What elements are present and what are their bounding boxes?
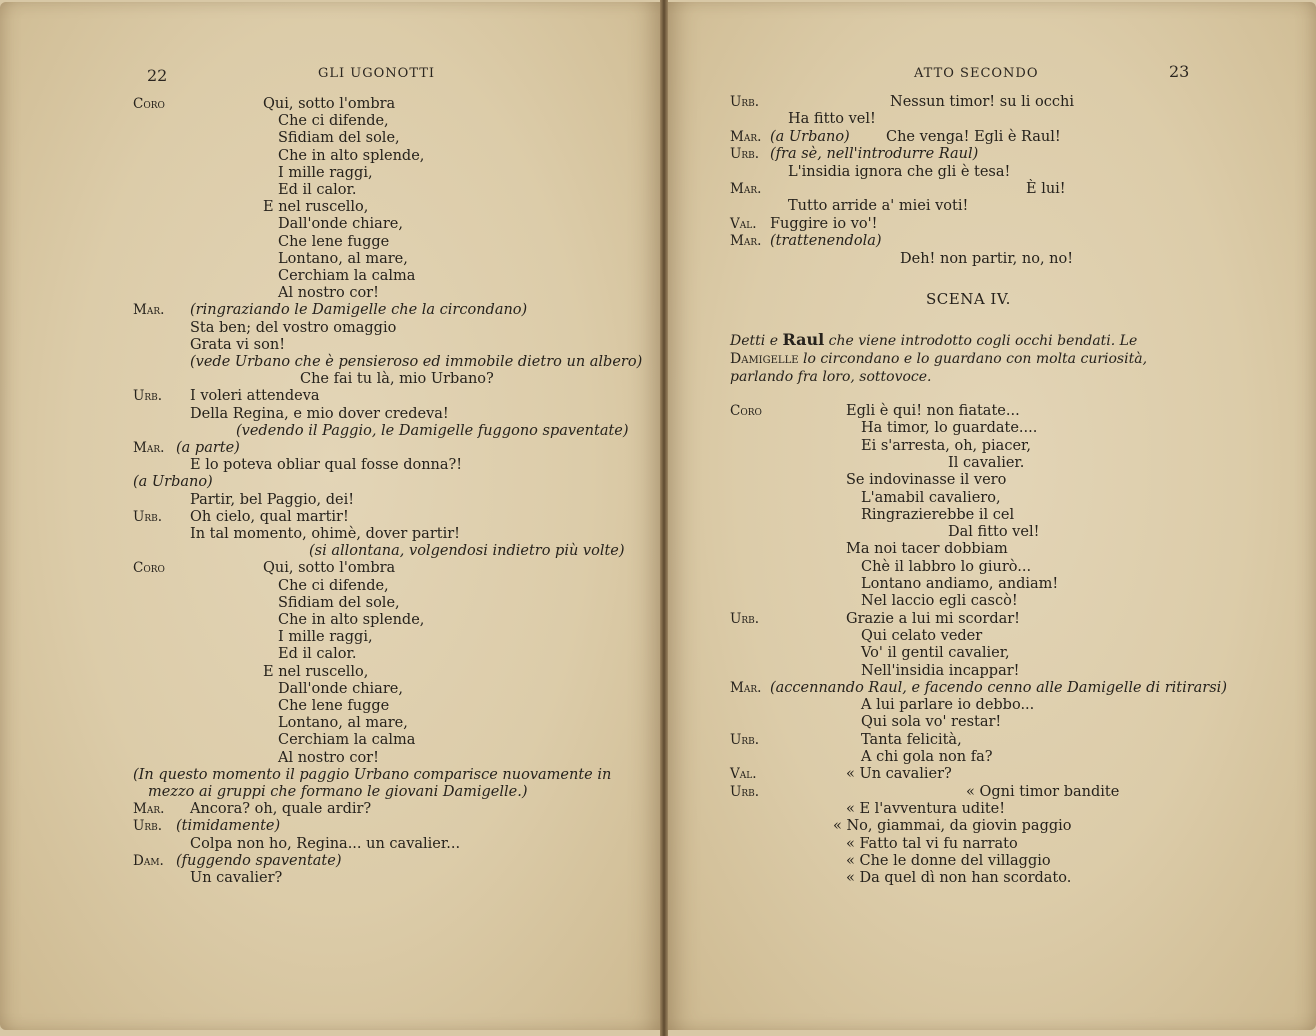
speaker-label: Urb. — [730, 783, 760, 800]
verse-line: Che in alto splende, — [278, 612, 425, 628]
speaker-label: Urb. — [133, 388, 163, 405]
stage-direction-line: (trattenendola) — [770, 233, 882, 250]
verse-line: « Fatto tal vi fu narrato — [846, 835, 1018, 852]
speaker-label: Urb. — [730, 731, 760, 748]
verse-line: Grazie a lui mi scordar! — [846, 610, 1021, 627]
verse-line: « Ogni timor bandite — [966, 783, 1120, 800]
verse-line: I mille raggi, — [278, 164, 373, 181]
speaker-label: Coro — [133, 96, 165, 112]
verse-line: Partir, bel Paggio, dei! — [190, 491, 355, 508]
speaker-label: Urb. — [730, 146, 760, 163]
speaker-label: Mar. — [730, 679, 762, 696]
verse-line: I mille raggi, — [278, 629, 373, 646]
stage-direction-part: lo circondano e lo guardano con molta curiosità, parlando fra loro, sottovoce. — [730, 351, 1148, 385]
stage-direction-line: (a parte) — [176, 440, 240, 456]
stage-direction-line: (fra sè, nell'introdurre Raul) — [770, 146, 979, 163]
verse-line: Sfidiam del sole, — [278, 594, 400, 611]
stage-direction-line: (a Urbano) — [133, 474, 213, 491]
verse-line: Qui celato veder — [861, 627, 983, 644]
stage-direction-line: (vedendo il Paggio, le Damigelle fuggono spaventate) — [236, 422, 629, 439]
verse-line: Ma noi tacer dobbiam — [846, 541, 1008, 558]
verse-line: Ed il calor. — [278, 182, 357, 198]
speaker-label: Coro — [133, 560, 165, 577]
stage-direction-part: Detti e — [730, 333, 783, 349]
verse-line: « Che le donne del villaggio — [846, 852, 1051, 869]
speaker-label: Urb. — [730, 94, 760, 110]
verse-line: Qui sola vo' restar! — [861, 714, 1002, 731]
verse-line: Che ci difende, — [278, 577, 389, 594]
verse-line: Fuggire io vo'! — [770, 215, 878, 232]
speaker-label: Mar. — [730, 233, 762, 250]
verse-line: Ringrazierebbe il cel — [861, 506, 1015, 523]
page-number: 22 — [147, 66, 168, 85]
running-head: GLI UGONOTTI — [318, 66, 436, 81]
speaker-label: Urb. — [133, 818, 163, 835]
verse-line: Vo' il gentil cavalier, — [861, 645, 1010, 662]
verse-line: In tal momento, ohimè, dover partir! — [190, 526, 460, 542]
verse-line: Che lene fugge — [278, 233, 390, 250]
speaker-label: Mar. — [730, 181, 762, 197]
verse-line: Deh! non partir, no, no! — [900, 250, 1074, 267]
verse-line: Ha timor, lo guardate.... — [861, 420, 1038, 437]
verse-line: Lontano andiamo, andiam! — [861, 576, 1059, 592]
verse-line: Tutto arride a' miei voti! — [788, 198, 969, 215]
verse-line: Che lene fugge — [278, 698, 390, 714]
stage-direction-part: che viene introdotto cogli occhi bendati. Le — [824, 333, 1138, 349]
verse-line: Cerchiam la calma — [278, 268, 416, 284]
verse-line: Lontano, al mare, — [278, 715, 408, 732]
verse-line: Ancora? oh, quale ardir? — [190, 801, 372, 818]
verse-line: Cerchiam la calma — [278, 732, 416, 749]
speaker-label: Mar. — [133, 801, 165, 818]
verse-line: A lui parlare io debbo... — [861, 697, 1035, 714]
verse-line: Chè il labbro lo giurò... — [861, 558, 1032, 575]
verse-line: Dal fitto vel! — [948, 524, 1040, 541]
speaker-label: Val. — [730, 215, 757, 232]
verse-line: E nel ruscello, — [263, 199, 369, 216]
verse-line: Nel laccio egli cascò! — [861, 593, 1018, 610]
stage-direction-line: (a Urbano) — [770, 128, 850, 145]
verse-line: Il cavalier. — [948, 454, 1025, 471]
stage-direction-line: (accennando Raul, e facendo cenno alle Damigelle di ritirarsi) — [770, 679, 1227, 696]
verse-line: Egli è qui! non fiatate... — [846, 403, 1020, 419]
speaker-label: Mar. — [133, 440, 165, 456]
speaker-label: Val. — [730, 766, 757, 783]
character-damigelle: Damigelle — [730, 351, 799, 367]
verse-line: Che ci difende, — [278, 113, 389, 130]
verse-line: Che fai tu là, mio Urbano? — [300, 371, 494, 388]
verse-line: Della Regina, e mio dover credeva! — [190, 405, 449, 422]
character-raul: Raul — [782, 330, 825, 349]
verse-line: « Un cavalier? — [846, 766, 952, 783]
verse-line: E nel ruscello, — [263, 663, 369, 680]
speaker-label: Coro — [730, 403, 762, 419]
verse-line: L'insidia ignora che gli è tesa! — [788, 163, 1011, 180]
verse-line: Sfidiam del sole, — [278, 130, 400, 147]
verse-line: Ed il calor. — [278, 646, 357, 663]
speaker-label: Urb. — [730, 610, 760, 627]
verse-line: I voleri attendeva — [190, 388, 320, 405]
verse-line: Nell'insidia incappar! — [861, 662, 1020, 679]
stage-direction-line: (vede Urbano che è pensieroso ed immobile dietro un albero) — [190, 354, 643, 370]
verse-line: Tanta felicità, — [861, 731, 962, 748]
stage-direction-line: (In questo momento il paggio Urbano comparisce nuovamente in — [133, 766, 612, 783]
verse-line: Dall'onde chiare, — [278, 216, 403, 233]
speaker-label: Dam. — [133, 852, 164, 869]
verse-line: Se indovinasse il vero — [846, 472, 1007, 489]
verse-line: È lui! — [1026, 181, 1066, 197]
page-number: 23 — [1169, 62, 1190, 81]
verse-line: Qui, sotto l'ombra — [263, 96, 396, 112]
stage-direction-line: (ringraziando le Damigelle che la circondano) — [190, 302, 528, 319]
verse-line: Che in alto splende, — [278, 147, 425, 164]
stage-direction — [730, 331, 1210, 386]
stage-direction-line: mezzo ai gruppi che formano le giovani Damigelle.) — [148, 784, 528, 800]
scene-title: SCENA IV. — [926, 290, 1011, 308]
verse-line: Oh cielo, qual martir! — [190, 508, 349, 525]
book-gutter — [660, 0, 668, 1036]
speaker-label: Mar. — [133, 302, 165, 319]
verse-line: « E l'avventura udite! — [846, 800, 1006, 817]
stage-direction-line: (fuggendo spaventate) — [176, 852, 342, 869]
verse-line: Lontano, al mare, — [278, 250, 408, 267]
stage-direction-line: (timidamente) — [176, 818, 281, 835]
verse-line: Al nostro cor! — [278, 285, 379, 302]
verse-line: L'amabil cavaliero, — [861, 489, 1001, 506]
verse-line: A chi gola non fa? — [861, 749, 993, 765]
running-head: ATTO SECONDO — [914, 66, 1039, 81]
verse-line: Ha fitto vel! — [788, 111, 876, 128]
verse-line: Grata vi son! — [190, 336, 286, 353]
verse-line: Dall'onde chiare, — [278, 680, 403, 697]
verse-line: Al nostro cor! — [278, 749, 379, 766]
stage-direction-line: (si allontana, volgendosi indietro più volte) — [309, 543, 625, 560]
verse-line: Che venga! Egli è Raul! — [886, 128, 1061, 145]
verse-line: E lo poteva obliar qual fosse donna?! — [190, 457, 463, 474]
verse-line: « No, giammai, da giovin paggio — [833, 818, 1072, 835]
verse-line: Ei s'arresta, oh, piacer, — [861, 437, 1031, 454]
verse-line: Colpa non ho, Regina... un cavalier... — [190, 835, 461, 852]
left-page — [0, 2, 662, 1030]
verse-line: Sta ben; del vostro omaggio — [190, 319, 397, 336]
speaker-label: Mar. — [730, 128, 762, 145]
verse-line: Qui, sotto l'ombra — [263, 560, 396, 577]
verse-line: « Da quel dì non han scordato. — [846, 870, 1072, 887]
verse-line: Un cavalier? — [190, 870, 283, 886]
right-page — [666, 2, 1316, 1030]
speaker-label: Urb. — [133, 508, 163, 525]
verse-line: Nessun timor! su li occhi — [890, 94, 1074, 110]
